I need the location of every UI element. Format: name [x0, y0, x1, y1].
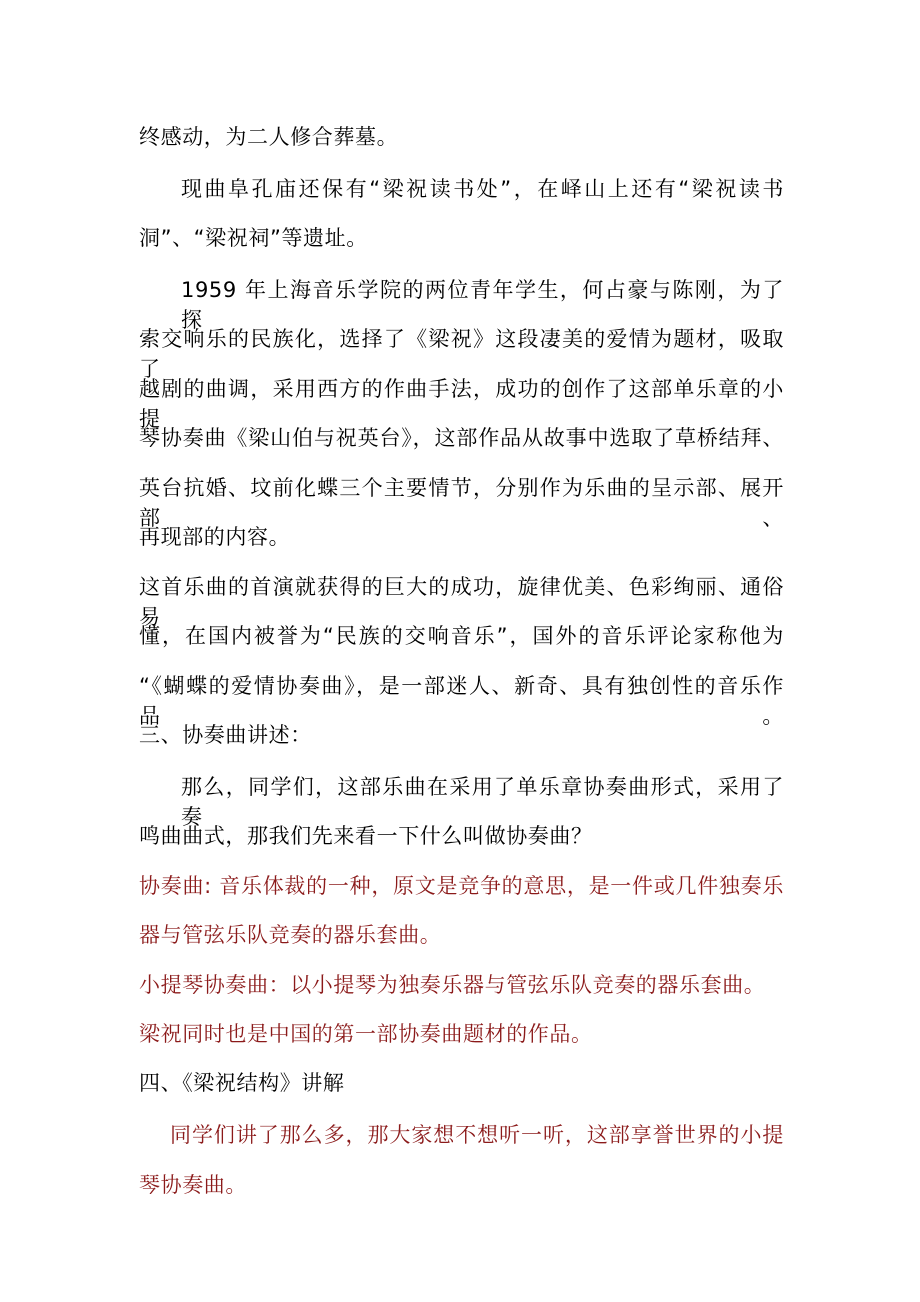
- text-line: 洞”、“梁祝祠”等遗址。: [139, 226, 368, 250]
- text-line: 越剧的曲调，采用西方的作曲手法，成功的创作了这部单乐章的小提: [139, 377, 784, 431]
- definition-line: 梁祝同时也是中国的第一部协奏曲题材的作品。: [139, 1022, 593, 1046]
- text-line: 懂，在国内被誉为“民族的交响音乐”，国外的音乐评论家称他为: [139, 624, 784, 648]
- definition-line: 小提琴协奏曲：以小提琴为独奏乐器与管弦乐队竞奏的器乐套曲。: [139, 973, 766, 997]
- text-line: 同学们讲了那么多，那大家想不想听一听，这部享誉世界的小提: [170, 1123, 784, 1147]
- text-line: 再现部的内容。: [139, 525, 291, 549]
- text-line: 索交响乐的民族化，选择了《梁祝》这段凄美的爱情为题材，吸取了: [139, 327, 784, 381]
- definition-line: 协奏曲: 音乐体裁的一种，原文是竞争的意思，是一件或几件独奏乐: [139, 874, 784, 898]
- text-line: 琴协奏曲。: [139, 1173, 247, 1197]
- text-line: 终感动，为二人修合葬墓。: [139, 125, 399, 149]
- section-heading: 四、《梁祝结构》讲解: [139, 1071, 345, 1095]
- section-heading: 三、协奏曲讲述：: [139, 723, 312, 747]
- text-line: 英台抗婚、坟前化蝶三个主要情节，分别作为乐曲的呈示部、展开部、: [139, 476, 784, 530]
- text-line: 这首乐曲的首演就获得的巨大的成功，旋律优美、色彩绚丽、通俗易: [139, 575, 784, 629]
- text-line: 鸣曲曲式，那我们先来看一下什么叫做协奏曲？: [139, 824, 593, 848]
- definition-line: 器与管弦乐队竞奏的器乐套曲。: [139, 923, 442, 947]
- text-line: 那么，同学们，这部乐曲在采用了单乐章协奏曲形式，采用了奏: [181, 775, 784, 829]
- text-line: “《蝴蝶的爱情协奏曲》，是一部迷人、新奇、具有独创性的音乐作品。: [139, 674, 784, 728]
- text-line: 现曲阜孔庙还保有“梁祝读书处”，在峄山上还有“梁祝读书: [181, 177, 784, 201]
- text-line: 琴协奏曲《梁山伯与祝英台》，这部作品从故事中选取了草桥结拜、: [139, 426, 784, 450]
- text-line: 1959 年上海音乐学院的两位青年学生，何占豪与陈刚，为了探: [181, 278, 784, 332]
